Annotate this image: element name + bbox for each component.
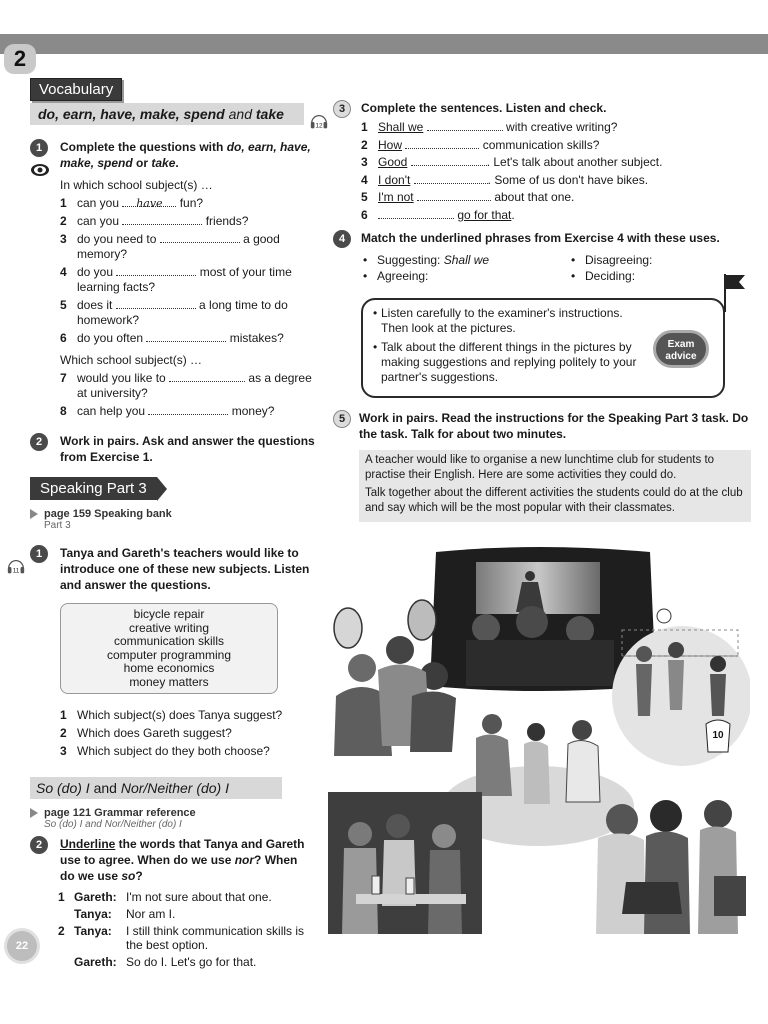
dialogue-list xyxy=(58,890,315,969)
task-paragraph: Talk together about the different activities the students could do at the club and say which will be the most popular with their classmates. xyxy=(365,487,743,514)
sentence-item: 6 go for that. xyxy=(361,207,515,222)
dialogue-line: Tanya: Nor am I. xyxy=(74,907,176,921)
reference-title: page 159 Speaking bank xyxy=(44,508,172,520)
exercise-instruction: Work in pairs. Ask and answer the questions from Exercise 1. xyxy=(60,434,315,464)
answer-blank[interactable] xyxy=(116,298,196,309)
answer-blank[interactable]: have xyxy=(122,196,176,207)
exercise-5 xyxy=(333,410,753,442)
question-item: 6 do you often mistakes? xyxy=(60,331,284,345)
subject-item: home economics xyxy=(123,661,215,675)
exam-advice-box xyxy=(361,298,725,398)
exercise-number: 2 xyxy=(30,836,48,854)
sentence-item: 1 Shall we with creative writing? xyxy=(361,120,618,134)
question-lead: In which school subject(s) … xyxy=(60,178,213,192)
eye-icon xyxy=(30,163,50,177)
audio-track-icon[interactable] xyxy=(309,112,329,132)
question-item: 5 does it a long time to do homework? xyxy=(60,298,288,327)
subjects-box xyxy=(60,603,278,694)
question-list xyxy=(60,196,315,346)
question-item: 2 can you friends? xyxy=(60,214,249,228)
vocab-exercise-2 xyxy=(30,433,315,465)
grammar-reference[interactable] xyxy=(30,807,315,830)
speaking-bank-reference[interactable] xyxy=(30,508,315,531)
subject-item: communication skills xyxy=(113,634,225,648)
answer-blank[interactable] xyxy=(160,232,240,243)
sentence-list xyxy=(361,120,753,222)
subject-item: money matters xyxy=(129,674,209,689)
exercise-instruction: Tanya and Gareth's teachers would like to introduce one of these new subjects. Listen and answer the questions. xyxy=(60,546,310,592)
svg-text:12: 12 xyxy=(315,122,323,130)
svg-text:11: 11 xyxy=(12,567,20,575)
exam-advice-tips xyxy=(373,306,653,385)
question-item: 4 do you most of your time learning facts? xyxy=(60,265,292,294)
exercise-number: 4 xyxy=(333,230,351,248)
subject-item: creative writing xyxy=(128,620,210,635)
use-item: • Disagreeing: xyxy=(569,252,729,268)
exercise-number: 3 xyxy=(333,100,351,118)
flag-icon xyxy=(721,272,747,312)
subject-item: computer programming xyxy=(106,647,232,662)
sentence-item: 4 I don't . Some of us don't have bikes. xyxy=(361,172,649,187)
exam-advice-tag: Exam advice xyxy=(653,330,709,368)
exercise-instruction: Complete the questions with do, earn, have, make, spend or take. xyxy=(60,140,311,170)
vocab-and: and xyxy=(224,106,256,122)
reference-subtitle: Part 3 xyxy=(44,520,71,531)
vocab-exercise-1 xyxy=(30,139,315,419)
answer-blank[interactable] xyxy=(116,265,196,276)
exercise-number: 1 xyxy=(30,139,48,157)
speaking-task-box xyxy=(359,450,751,522)
dialogue-line: 1 Gareth: I'm not sure about that one. xyxy=(58,890,272,904)
question-item: 8 can help you money? xyxy=(60,404,275,418)
exercise-instruction: Underline the words that Tanya and Gareth use to agree. When do we use nor? When do we use so? xyxy=(60,837,305,883)
exercise-instruction: Work in pairs. Read the instructions for the Speaking Part 3 task. Do the task. Talk for about two minutes. xyxy=(359,411,749,441)
exercise-number: 5 xyxy=(333,410,351,428)
right-column xyxy=(315,96,753,522)
answer-blank[interactable] xyxy=(148,404,228,415)
answer-blank[interactable] xyxy=(405,138,479,149)
question-item: 3 Which subject do they both choose? xyxy=(60,744,270,758)
exercise-instruction: Complete the sentences. Listen and check. xyxy=(361,101,607,115)
exercise-number: 1 xyxy=(30,545,48,563)
use-item: • Agreeing: xyxy=(361,268,561,284)
top-header-bar xyxy=(0,34,768,54)
answer-blank[interactable] xyxy=(146,331,226,342)
answer-blank[interactable] xyxy=(122,214,202,225)
grammar-exercise-2 xyxy=(30,836,315,884)
exam-tip: • Listen carefully to the examiner's instructions. Then look at the pictures. xyxy=(373,306,653,336)
uses-list xyxy=(361,252,753,284)
subject-item: bicycle repair xyxy=(133,607,205,621)
sentence-item: 3 Good . Let's talk about another subject. xyxy=(361,155,663,169)
arrow-right-icon xyxy=(30,808,38,818)
dialogue-line: 2 Tanya: I still think communication skills is the best option. xyxy=(58,924,305,952)
answer-blank[interactable] xyxy=(427,120,503,131)
use-item: • Suggesting: Shall we xyxy=(361,252,561,268)
sentence-item: 2 How communication skills? xyxy=(361,137,600,152)
arrow-right-icon xyxy=(30,509,38,519)
exercise-instruction: Match the underlined phrases from Exercise 4 with these uses. xyxy=(361,231,720,245)
computer-scene xyxy=(596,800,746,934)
cooking-scene xyxy=(328,792,482,934)
jersey-number: 10 xyxy=(712,730,724,741)
question-item: 1 Which subject(s) does Tanya suggest? xyxy=(60,708,283,722)
unit-number-badge: 2 xyxy=(4,44,36,74)
answer-blank[interactable] xyxy=(411,155,487,166)
vocab-words: do, earn, have, make, spend xyxy=(38,106,225,122)
speaking-part-3-badge: Speaking Part 3 xyxy=(30,477,157,500)
answer-blank[interactable] xyxy=(417,190,491,201)
vocabulary-subtitle xyxy=(30,103,304,125)
dialogue-line: Gareth: So do I. Let's go for that. xyxy=(74,955,257,969)
exam-tip: • Talk about the different things in the pictures by making suggestions and replying politely to your partner's suggestions. xyxy=(373,340,653,385)
exercise-3 xyxy=(315,100,753,222)
reference-subtitle: So (do) I and Nor/Neither (do) I xyxy=(44,819,182,830)
question-item: 2 Which does Gareth suggest? xyxy=(60,726,232,740)
page-number-badge: 22 xyxy=(4,928,40,964)
listening-questions xyxy=(60,708,315,759)
question-item: 3 do you need to a good memory? xyxy=(60,232,280,261)
activities-illustration xyxy=(326,546,750,936)
exercise-number: 2 xyxy=(30,433,48,451)
sentence-item: 5 I'm not about that one. xyxy=(361,190,575,204)
answer-blank[interactable] xyxy=(169,371,245,382)
grammar-subtitle: So (do) I and Nor/Neither (do) I xyxy=(30,777,282,799)
exercise-4 xyxy=(333,230,753,284)
vocab-last-word: take xyxy=(255,106,284,122)
question-item: 7 would you like to as a degree at university? xyxy=(60,371,312,400)
answer-blank[interactable] xyxy=(414,173,488,184)
speaking-exercise-1 xyxy=(12,545,315,593)
question-lead-2: Which school subject(s) … xyxy=(60,353,203,367)
task-paragraph: A teacher would like to organise a new lunchtime club for students to practise their English. Here are some activities they could do. xyxy=(365,454,715,481)
question-item: 1 can you have fun? xyxy=(60,196,204,210)
vocabulary-badge: Vocabulary xyxy=(30,78,122,101)
question-list-2 xyxy=(60,371,315,419)
answer-blank[interactable] xyxy=(378,208,454,219)
use-item: • Deciding: xyxy=(569,268,729,284)
reference-title: page 121 Grammar reference xyxy=(44,807,196,819)
audio-track-icon[interactable] xyxy=(6,557,26,577)
